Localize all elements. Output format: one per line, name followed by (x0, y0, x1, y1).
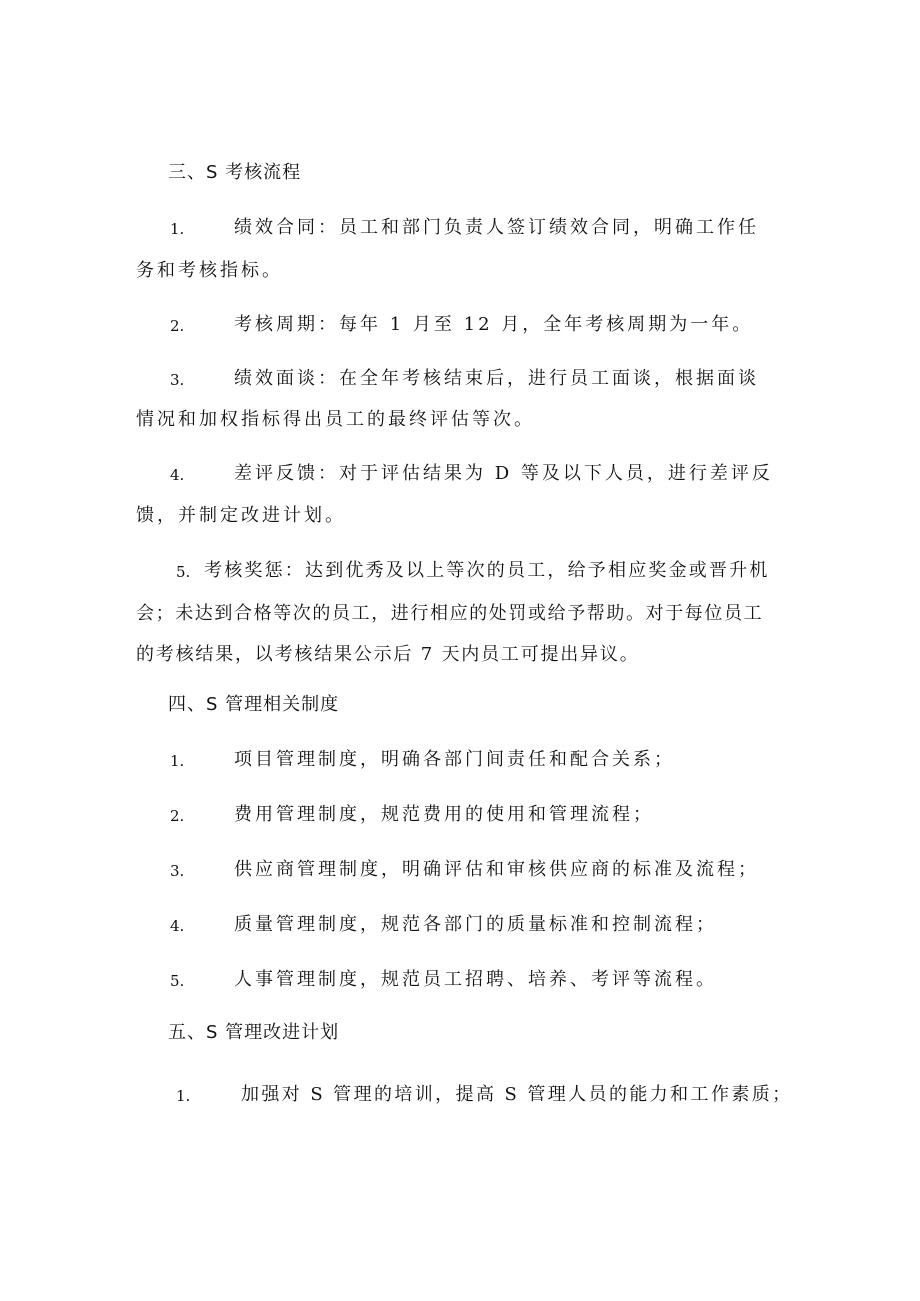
list-item-text: 项目管理制度，明确各部门间责任和配合关系； (234, 749, 675, 770)
section-heading-related-policies: 四、S 管理相关制度 (168, 694, 340, 715)
list-item-text: 考核奖惩：达到优秀及以上等次的员工，给予相应奖金或晋升机 (204, 560, 770, 581)
list-item-number: 3. (170, 371, 185, 389)
list-item-text: 差评反馈：对于评估结果为 D 等及以下人员，进行差评反 (234, 463, 773, 484)
section-heading-improvement-plan: 五、S 管理改进计划 (168, 1022, 340, 1043)
list-item-text: 质量管理制度，规范各部门的质量标准和控制流程； (234, 914, 717, 935)
list-item-number: 5. (176, 563, 191, 581)
list-item-text-continued: 务和考核指标。 (136, 260, 283, 281)
list-item-text: 供应商管理制度，明确评估和审核供应商的标准及流程； (234, 859, 759, 880)
list-item-text-continued: 的考核结果，以考核结果公示后 7 天内员工可提出异议。 (136, 644, 640, 665)
list-item-text: 加强对 S 管理的培训，提高 S 管理人员的能力和工作素质； (241, 1084, 793, 1105)
list-item-number: 1. (170, 752, 185, 770)
list-item-text: 考核周期：每年 1 月至 12 月，全年考核周期为一年。 (234, 314, 754, 335)
list-item-text: 绩效面谈：在全年考核结束后，进行员工面谈，根据面谈 (234, 368, 759, 389)
list-item-number: 4. (170, 466, 185, 484)
list-item-text: 费用管理制度，规范费用的使用和管理流程； (234, 804, 654, 825)
list-item-text-continued: 情况和加权指标得出员工的最终评估等次。 (136, 409, 535, 430)
list-item-number: 1. (170, 220, 185, 238)
list-item-number: 1. (176, 1087, 191, 1105)
list-item-text-continued: 会；未达到合格等次的员工，进行相应的处罚或给予帮助。对于每位员工 (136, 603, 764, 624)
list-item-number: 3. (170, 862, 185, 880)
list-item-number: 5. (170, 972, 185, 990)
list-item-number: 2. (170, 807, 185, 825)
list-item-text-continued: 馈，并制定改进计划。 (136, 505, 346, 526)
list-item-number: 4. (170, 917, 185, 935)
list-item-text: 绩效合同：员工和部门负责人签订绩效合同，明确工作任 (234, 217, 759, 238)
section-heading-assessment-process: 三、S 考核流程 (168, 162, 302, 183)
list-item-number: 2. (170, 317, 185, 335)
list-item-text: 人事管理制度，规范员工招聘、培养、考评等流程。 (234, 969, 717, 990)
